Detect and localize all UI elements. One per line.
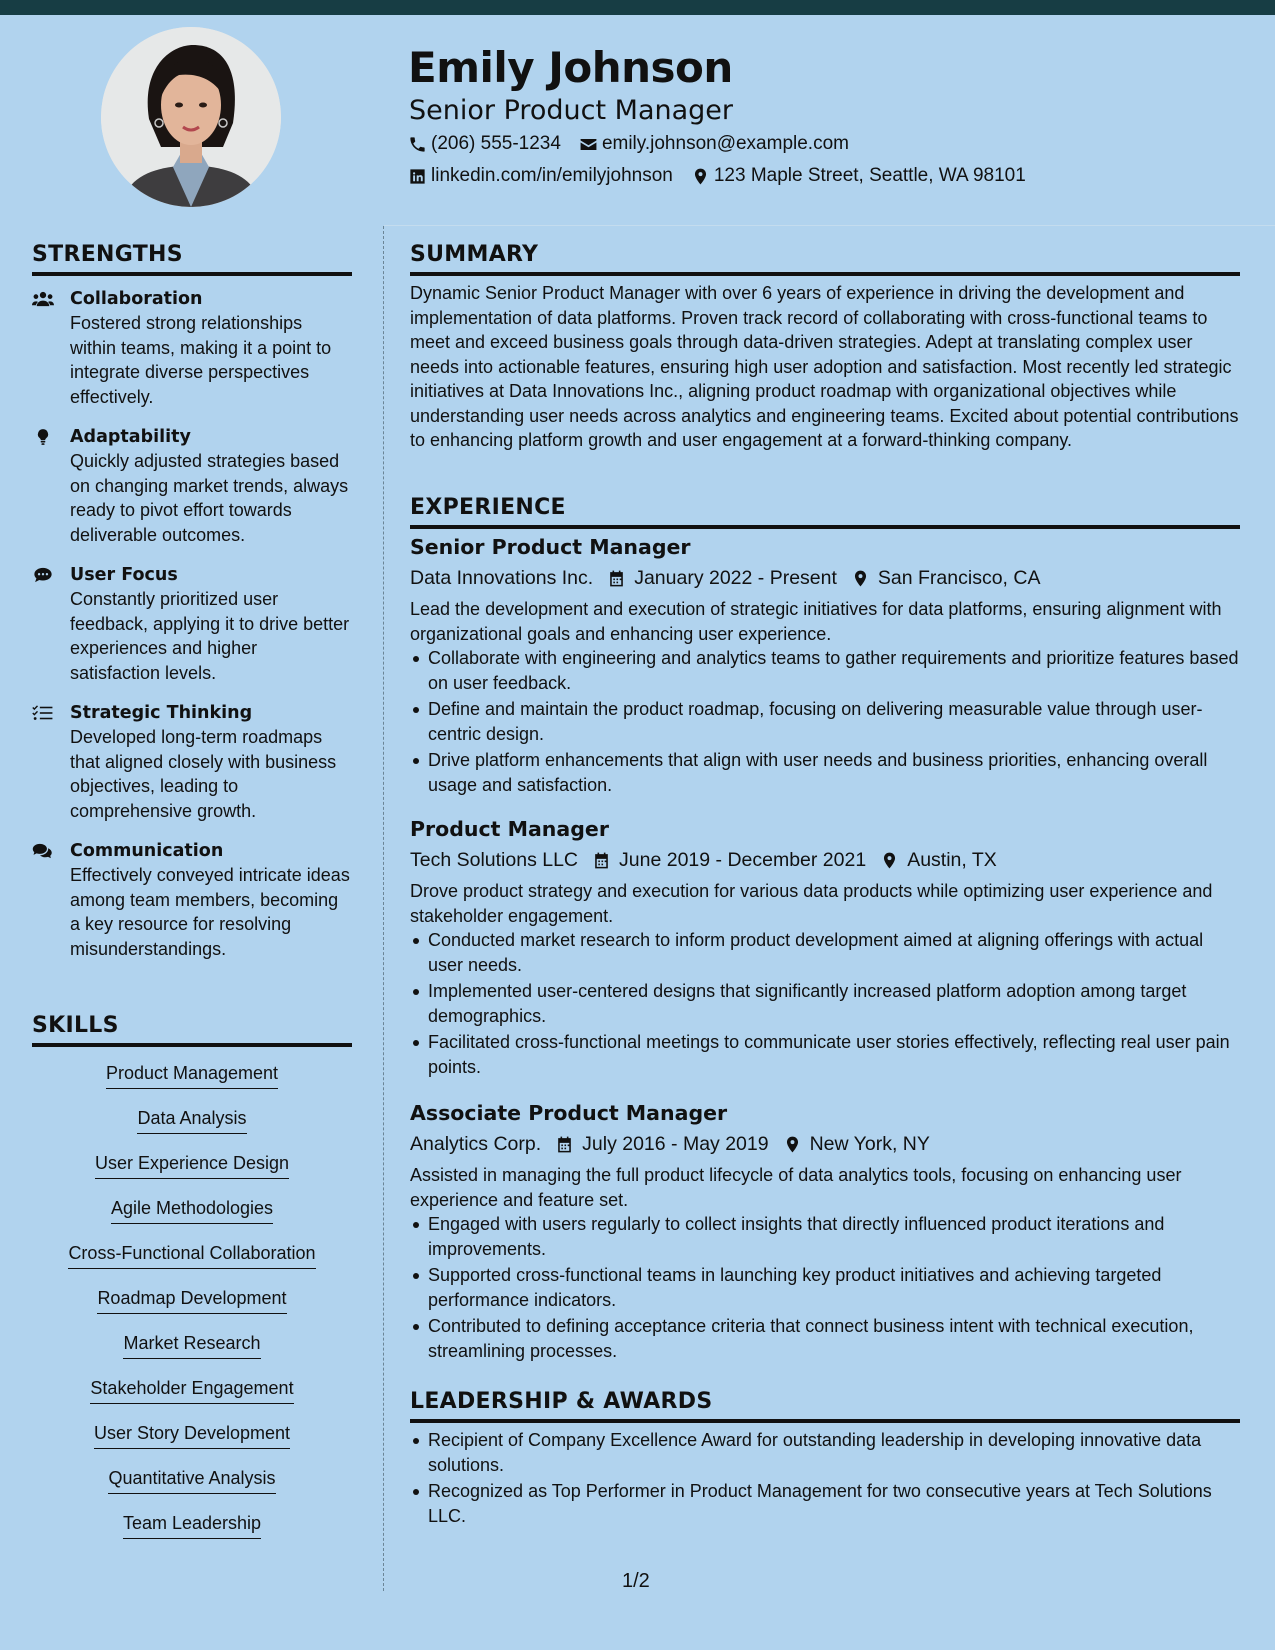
- job-location: New York, NY: [809, 1133, 930, 1155]
- job-bullets: [410, 646, 1240, 797]
- strengths-list: [32, 287, 352, 977]
- strength-item: [32, 839, 352, 961]
- strengths-rule: [32, 272, 352, 276]
- job-dates: June 2019 - December 2021: [619, 849, 867, 871]
- strength-title: User Focus: [70, 565, 178, 585]
- job-bullets: [410, 928, 1240, 1079]
- calendar-icon: [555, 1135, 574, 1154]
- summary-heading: SUMMARY: [410, 242, 539, 267]
- strength-item: [32, 701, 352, 823]
- email-contact[interactable]: [579, 133, 849, 155]
- leadership-section: [410, 1428, 1240, 1530]
- job-bullet: Drive platform enhancements that align with user needs and business priorities, enhancing overall usage and satisfaction.: [428, 748, 1240, 797]
- leadership-list: [410, 1428, 1240, 1528]
- candidate-name: Emily Johnson: [408, 43, 733, 92]
- users-icon: [32, 289, 54, 309]
- job-meta: [410, 845, 1240, 875]
- strength-desc: Effectively conveyed intricate ideas among team members, becoming a key resource for resolving misunderstandings.: [70, 865, 350, 959]
- email-text: emily.johnson@example.com: [601, 133, 849, 154]
- skill-item: Product Management: [106, 1061, 278, 1089]
- map-pin-icon: [851, 569, 870, 588]
- skill-item: User Experience Design: [95, 1151, 289, 1179]
- job-entry: [410, 1099, 1240, 1365]
- job-bullet: Define and maintain the product roadmap, focusing on delivering measurable value through user-centric design.: [428, 697, 1240, 746]
- top-bar: [0, 0, 1275, 15]
- phone-text: (206) 555-1234: [431, 133, 561, 154]
- address-contact: [691, 165, 1026, 187]
- strength-item: [32, 563, 352, 685]
- award-item: Recognized as Top Performer in Product Management for two consecutive years at Tech Solutions LLC.: [428, 1479, 1240, 1528]
- job-meta: [410, 1129, 1240, 1159]
- map-pin-icon: [691, 167, 710, 186]
- phone-contact[interactable]: [408, 133, 561, 155]
- job-dates: July 2016 - May 2019: [582, 1133, 769, 1155]
- strength-item: [32, 425, 352, 547]
- job-description: Drove product strategy and execution for various data products while optimizing user experience and stakeholder engagement.: [410, 881, 1213, 926]
- job-dates: January 2022 - Present: [634, 567, 837, 589]
- job-bullet: Engaged with users regularly to collect insights that directly influenced product iterations and improvements.: [428, 1212, 1240, 1261]
- summary-rule: [410, 272, 1240, 276]
- contact-row-1: [408, 133, 867, 155]
- linkedin-contact[interactable]: [408, 165, 673, 187]
- job-title: Associate Product Manager: [410, 1101, 728, 1125]
- job-bullet: Contributed to defining acceptance criteria that connect business intent with technical execution, streamlining processes.: [428, 1314, 1240, 1363]
- skills-list: [32, 1061, 352, 1556]
- skill-item: Cross-Functional Collaboration: [68, 1241, 315, 1269]
- skill-item: Market Research: [123, 1331, 260, 1359]
- job-location: San Francisco, CA: [877, 567, 1041, 589]
- linkedin-icon: [408, 167, 427, 186]
- comment-icon: [32, 565, 54, 585]
- calendar-icon: [607, 569, 626, 588]
- job-description: Lead the development and execution of strategic initiatives for data platforms, ensuring alignment with organizational goals and enhancing user experience.: [410, 599, 1222, 644]
- job-title: Product Manager: [410, 817, 609, 841]
- job-bullet: Conducted market research to inform product development aimed at aligning offerings with actual user needs.: [428, 928, 1240, 977]
- job-meta: [410, 563, 1240, 593]
- map-pin-icon: [880, 851, 899, 870]
- job-location: Austin, TX: [907, 849, 997, 871]
- job-company: Analytics Corp.: [410, 1133, 542, 1155]
- map-pin-icon: [783, 1135, 802, 1154]
- address-text: 123 Maple Street, Seattle, WA 98101: [713, 165, 1026, 186]
- strengths-heading: STRENGTHS: [32, 242, 183, 267]
- skill-item: User Story Development: [94, 1421, 290, 1449]
- strength-desc: Fostered strong relationships within teams, making it a point to integrate diverse perspectives effectively.: [70, 313, 332, 407]
- envelope-icon: [579, 135, 598, 154]
- leadership-heading: LEADERSHIP & AWARDS: [410, 1389, 713, 1414]
- job-company: Tech Solutions LLC: [410, 849, 579, 871]
- job-bullet: Collaborate with engineering and analytics teams to gather requirements and prioritize features based on user feedback.: [428, 646, 1240, 695]
- comments-icon: [32, 841, 54, 861]
- skill-item: Agile Methodologies: [111, 1196, 273, 1224]
- header-divider: [384, 225, 1275, 226]
- job-bullets: [410, 1212, 1240, 1363]
- strength-title: Strategic Thinking: [70, 703, 253, 723]
- experience-heading: EXPERIENCE: [410, 495, 566, 520]
- strength-title: Collaboration: [70, 289, 203, 309]
- job-entry: [410, 533, 1240, 799]
- skill-item: Stakeholder Engagement: [90, 1376, 293, 1404]
- page-number: 1/2: [622, 1570, 650, 1592]
- strength-desc: Developed long-term roadmaps that aligned closely with business objectives, leading to comprehensive growth.: [70, 727, 337, 821]
- skills-rule: [32, 1043, 352, 1047]
- strength-title: Adaptability: [70, 427, 191, 447]
- experience-rule: [410, 525, 1240, 529]
- summary-section: [410, 281, 1240, 453]
- calendar-icon: [592, 851, 611, 870]
- leadership-rule: [410, 1419, 1240, 1423]
- phone-icon: [408, 135, 427, 154]
- skill-item: Team Leadership: [123, 1511, 261, 1539]
- list-check-icon: [32, 703, 54, 723]
- job-bullet: Supported cross-functional teams in launching key product initiatives and achieving targeted performance indicators.: [428, 1263, 1240, 1312]
- strength-desc: Quickly adjusted strategies based on changing market trends, always ready to pivot effort towards deliverable outcomes.: [70, 451, 349, 545]
- strength-title: Communication: [70, 841, 224, 861]
- skill-item: Data Analysis: [137, 1106, 246, 1134]
- job-bullet: Facilitated cross-functional meetings to communicate user stories effectively, reflecting real user pain points.: [428, 1030, 1240, 1079]
- skill-item: Quantitative Analysis: [108, 1466, 275, 1494]
- award-item: Recipient of Company Excellence Award for outstanding leadership in developing innovative data solutions.: [428, 1428, 1240, 1477]
- job-title: Senior Product Manager: [410, 535, 691, 559]
- strength-desc: Constantly prioritized user feedback, applying it to drive better experiences and higher satisfaction levels.: [70, 589, 350, 683]
- summary-text: Dynamic Senior Product Manager with over 6 years of experience in driving the development and implementation of data platforms. Proven track record of collaborating with cross-functional teams to meet and exceed business goals through data-driven strategies. Adept at translating complex user needs into actionable features, ensuring high user adoption and satisfaction. Most recently led strategic initiatives at Data Innovations Inc., aligning product roadmap with organizational objectives while understanding user needs across analytics and engineering teams. Excited about potential contributions to enhancing platform growth and user engagement at a forward-thinking company.: [410, 283, 1239, 450]
- job-company: Data Innovations Inc.: [410, 567, 594, 589]
- skills-heading: SKILLS: [32, 1013, 119, 1038]
- profile-photo: [101, 27, 281, 207]
- candidate-title: Senior Product Manager: [409, 95, 734, 126]
- job-entry: [410, 815, 1240, 1081]
- lightbulb-icon: [32, 427, 54, 447]
- job-bullet: Implemented user-centered designs that significantly increased platform adoption among target demographics.: [428, 979, 1240, 1028]
- job-description: Assisted in managing the full product lifecycle of data analytics tools, focusing on enhancing user experience and feature set.: [410, 1165, 1182, 1210]
- strength-item: [32, 287, 352, 409]
- skill-item: Roadmap Development: [97, 1286, 286, 1314]
- linkedin-text: linkedin.com/in/emilyjohnson: [431, 165, 673, 186]
- contact-row-2: [408, 165, 1044, 187]
- column-divider: [383, 226, 384, 1591]
